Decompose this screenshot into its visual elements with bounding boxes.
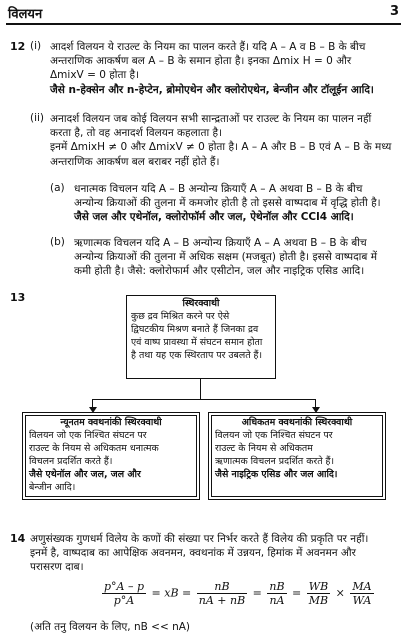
q14-line: इनमें है, वाष्पदाब का आपेक्षिक अवनमन, क्वथनांक में उन्नयन, हिमांक में अवनमन और <box>30 547 356 560</box>
formula-fraction: $\frac{nB}{nA}$ <box>269 580 285 607</box>
q12-part-i-text <box>50 40 374 97</box>
q12-a-line: धनात्मक विचलन यदि A – B अन्योन्य क्रियाएँ A – A अथवा B – B के बीच <box>74 183 363 195</box>
q14-line: परासरण दाब। <box>30 561 84 574</box>
q12-a-line: जैसे जल और एथेनॉल, क्लोरोफॉर्म और जल, ऐथेनॉल और CCl4 आदि। <box>74 211 354 224</box>
q12-part-ii-text <box>50 112 391 169</box>
formula-fraction: $\frac{WB}{MB}$ <box>308 580 329 607</box>
q12-part-ii-line: इनमें ΔmixH ≠ 0 और ΔmixV ≠ 0 होता है। A – A और B – B एवं A – B के मध्य <box>50 141 392 154</box>
flow-left-line: राउल्ट के नियम से अधिकतम धनात्मक <box>29 443 159 454</box>
q12-b-line: कमी होती है। जैसे: क्लोरोफार्म और एसीटोन, जल और नाइट्रिक एसिड आदि। <box>74 265 365 278</box>
flow-left-line: बेन्जीन आदि। <box>29 482 76 493</box>
q12-part-i-line: अन्तराणिक आकर्षण बल A – B के समान होता है। इनका Δmix H = 0 और <box>50 55 352 68</box>
q12-a-text <box>74 182 381 225</box>
q12-part-ii-line: अनादर्श विलयन जब कोई विलयन सभी सान्द्रताओं पर राउल्ट के नियम का पालन नहीं <box>50 113 372 125</box>
flow-right-box <box>208 412 386 500</box>
formula-op: = xB = <box>151 586 192 600</box>
q12-part-i-line: ΔmixV = 0 होता है। <box>50 69 140 82</box>
flow-left-line: जैसे एथेनॉल और जल, जल और <box>29 469 141 480</box>
q12-number: 12 <box>10 40 26 53</box>
q14-line: अणुसंख्यक गुणधर्म विलेय के कणों की संख्या पर निर्भर करते हैं विलेय की प्रकृति पर नहीं। <box>30 533 369 545</box>
q12-part-ii-label: (ii) <box>30 112 45 124</box>
formula-op: × <box>335 586 345 600</box>
flow-right-title: अधिकतम क्वथनांकी स्थिरक्वाथी <box>241 417 353 428</box>
formula-fraction: $\frac{nB}{nA + nB}$ <box>198 580 246 607</box>
flow-left-line: विचलन प्रदर्शित करते हैं। <box>29 456 113 467</box>
flow-right-line: ऋणात्मक विचलन प्रदर्शित करते हैं। <box>215 456 335 467</box>
q14-text <box>30 532 368 575</box>
formula-op: = <box>292 586 302 600</box>
formula-op: = <box>252 586 262 600</box>
flow-top-line: द्विघटकीय मिश्रण बनाते हैं जिनका द्रव <box>131 324 259 335</box>
q12-part-i-label: (i) <box>30 40 42 52</box>
flow-left-line: विलयन जो एक निश्चित संघटन पर <box>29 430 147 441</box>
q14-number: 14 <box>10 532 26 545</box>
formula-fraction: $\frac{MA}{WA}$ <box>352 580 372 607</box>
flow-left-box <box>22 412 200 500</box>
q12-a-line: अन्योन्य क्रियाओं की तुलना में कमजोर होती है तो इससे वाष्पदाब में वृद्धि होती है। <box>74 197 381 210</box>
flow-right-line: जैसे नाइट्रिक एसिड और जल आदि। <box>215 469 338 480</box>
connector-horizontal <box>92 399 316 400</box>
flow-top-title: स्थिरक्वाथी <box>182 298 220 309</box>
q12-a-label: (a) <box>50 182 65 194</box>
connector-vertical <box>200 379 201 399</box>
raoult-formula <box>100 580 376 607</box>
q12-b-line: अन्योन्य क्रियाओं की तुलना में अधिक सक्षम (मजबूत) होती है। इससे वाष्पदाब में <box>74 251 377 264</box>
flow-left-title: न्यूनतम क्वथनांकी स्थिरक्वाथी <box>60 417 162 428</box>
flow-top-line: एवं वाष्प प्रावस्था में संघटन समान होता <box>131 337 263 348</box>
chapter-title: विलयन <box>8 7 43 22</box>
formula-fraction: $\frac{p^\circ A - p}{p^\circ A}$ <box>104 580 145 607</box>
q12-part-ii-line: करता है, तो वह अनादर्श विलयन कहलाता है। <box>50 127 223 140</box>
q12-b-text <box>74 236 377 279</box>
flow-top-box <box>126 295 276 379</box>
flow-top-body <box>127 310 275 362</box>
q12-b-label: (b) <box>50 236 65 248</box>
flow-right-line: विलयन जो एक निश्चित संघटन पर <box>215 430 333 441</box>
q12-part-i-example: जैसे n-हेक्सेन और n-हेप्टेन, ब्रोमोएथेन और क्लोरोएथेन, बेन्जीन और टॉलूईन आदि। <box>50 83 374 96</box>
q12-b-line: ऋणात्मक विचलन यदि A – B अन्योन्य क्रियाएँ A – A अथवा B – B के बीच <box>74 237 367 249</box>
page-number: 3 <box>389 4 399 19</box>
q12-part-ii-line: अन्तराणिक आकर्षण बल बराबर नहीं होते हैं। <box>50 155 220 168</box>
q14-note: (अति तनु विलयन के लिए, nB << nA) <box>30 621 191 633</box>
flow-top-line: है तथा यह एक स्थिरताप पर उबलते हैं। <box>131 350 263 361</box>
flow-top-line: कुछ द्रव मिश्रित करने पर ऐसे <box>131 311 230 322</box>
header-rule <box>6 23 401 25</box>
q12-part-i-line: आदर्श विलयन ये राउल्ट के नियम का पालन करते हैं। यदि A – A व B – B के बीच <box>50 41 366 53</box>
q13-number: 13 <box>10 291 26 304</box>
flow-right-line: राउल्ट के नियम से अधिकतम <box>215 443 313 454</box>
